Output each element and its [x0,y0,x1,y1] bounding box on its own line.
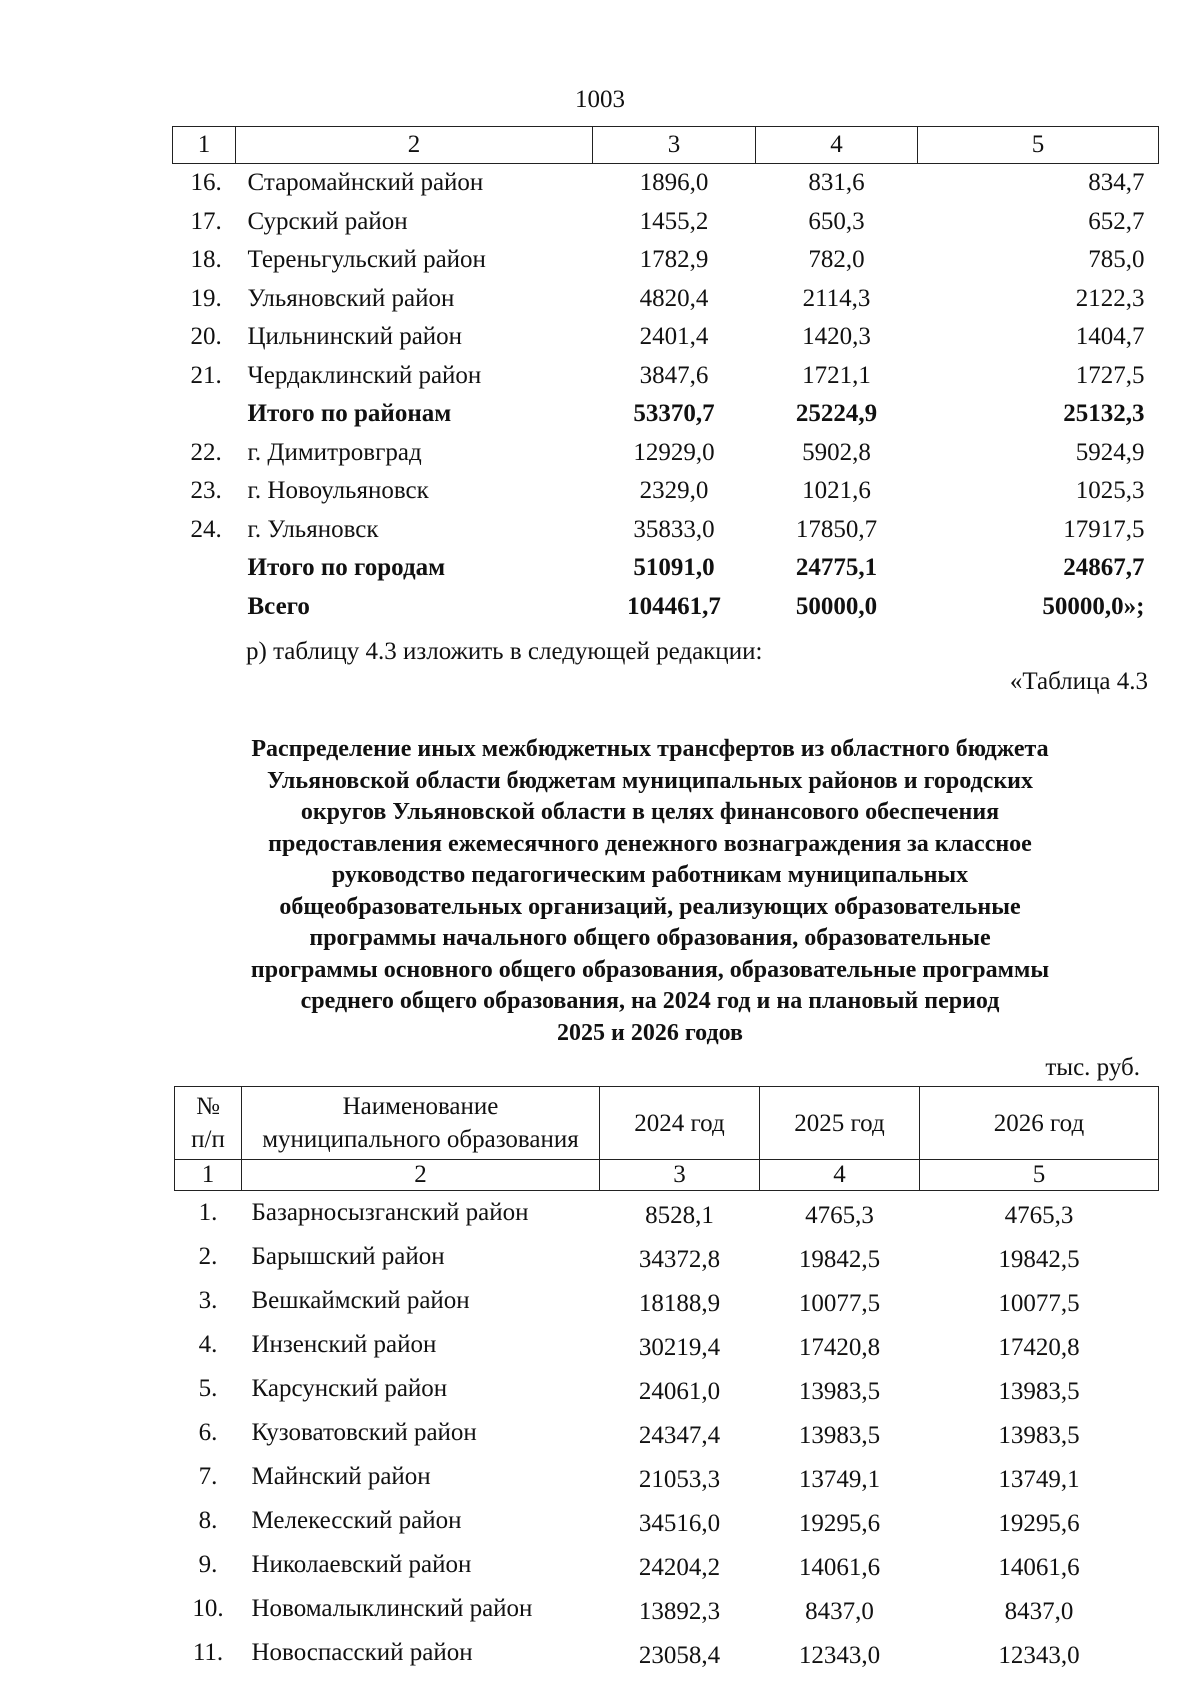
row-number: 18. [190,246,222,274]
table-row [175,1323,1159,1367]
value-2025: 25224,9 [795,400,878,428]
municipality-name: Итого по городам [247,554,446,582]
number-header-line: п/п [191,1126,225,1153]
row-number: 8. [198,1507,218,1534]
value-2026: 19295,6 [998,1510,1080,1537]
value-2026: 5924,9 [1075,438,1145,466]
year-2024-header: 2024 год [600,1087,760,1160]
title-line: 2025 и 2026 годов [557,1019,743,1046]
municipality-name: Чердаклинский район [247,361,482,389]
value-2024: 1896,0 [639,169,709,197]
municipality-name: Цильнинский район [247,323,463,351]
row-number: 2. [198,1243,218,1270]
municipality-name: Карсунский район [251,1375,448,1402]
column-number-header: 3 [600,1160,760,1191]
value-2025: 12343,0 [798,1642,881,1669]
total-row [173,395,1159,434]
municipality-name: Николаевский район [251,1551,472,1578]
value-2024: 23058,4 [638,1642,721,1669]
value-2026: 2122,3 [1075,284,1145,312]
table-reference: «Таблица 4.3 [1009,668,1148,695]
value-2025: 8437,0 [805,1598,874,1625]
municipality-name: Вешкаймский район [251,1287,470,1314]
column-number-header: 4 [760,1160,920,1191]
name-column-header [242,1087,600,1160]
title-line: Распределение иных межбюджетных трансфертов из областного бюджета [251,736,1049,762]
municipality-name: г. Ульяновск [247,515,379,543]
row-number: 22. [190,438,222,466]
number-column-header [175,1087,242,1160]
continuation-table [172,126,1159,626]
municipality-name: Кузоватовский район [251,1419,477,1446]
row-number [173,549,236,588]
title-line: руководство педагогическим работникам муниципальных [331,862,969,888]
value-2024: 2329,0 [639,477,709,505]
value-2024: 35833,0 [633,515,715,543]
value-2026: 834,7 [1088,169,1145,197]
units-label: тыс. руб. [1045,1054,1140,1081]
title-line: округов Ульяновской области в целях финансового обеспечения [300,799,1000,825]
row-number: 6. [198,1419,218,1446]
municipality-name: Новомалыклинский район [251,1595,533,1622]
value-2025: 782,0 [808,246,865,274]
value-2024: 4820,4 [639,284,709,312]
municipality-name: Новоспасский район [251,1639,473,1666]
row-number: 1. [198,1199,218,1226]
distribution-table [174,1086,1159,1675]
value-2024: 30219,4 [638,1334,721,1361]
table-row [173,241,1159,280]
value-2024: 3847,6 [639,361,709,389]
value-2026: 13749,1 [998,1466,1080,1493]
value-2026: 8437,0 [1004,1598,1074,1625]
value-2025: 13983,5 [798,1378,881,1405]
table-header-row [173,127,1159,164]
value-2024: 21053,3 [638,1466,721,1493]
municipality-name: Всего [247,592,310,620]
table-row [175,1631,1159,1675]
value-2025: 1021,6 [802,477,871,505]
value-2025: 10077,5 [798,1290,881,1317]
value-2025: 650,3 [808,207,865,235]
column-number-header: 1 [175,1160,242,1191]
row-number: 19. [190,284,222,312]
number-header-line: № [196,1093,220,1120]
table-row [175,1367,1159,1411]
row-number: 20. [190,323,222,351]
table-row [173,318,1159,357]
value-2024: 34516,0 [638,1510,721,1537]
value-2024: 34372,8 [638,1246,721,1273]
row-number: 5. [198,1375,218,1402]
table-row [173,357,1159,396]
column-number-header: 1 [173,127,236,164]
row-number: 24. [190,515,222,543]
value-2024: 104461,7 [627,592,721,620]
title-line: программы основного общего образования, образовательные программы [250,956,1050,983]
municipality-name: Майнский район [251,1463,431,1490]
table-row [173,434,1159,473]
row-number: 9. [198,1551,218,1578]
table-row [173,280,1159,319]
table-row [175,1279,1159,1323]
table-row [175,1543,1159,1587]
column-number-header: 2 [236,127,593,164]
value-2025: 831,6 [808,169,865,197]
value-2025: 4765,3 [805,1202,874,1229]
value-2026: 4765,3 [1004,1202,1074,1229]
value-2026: 50000,0»; [1042,592,1145,620]
value-2024: 13892,3 [638,1598,721,1625]
table-row [175,1499,1159,1543]
value-2024: 1782,9 [639,246,709,274]
value-2026: 17420,8 [998,1334,1080,1361]
table-header-row [175,1087,1159,1160]
table-row [175,1191,1159,1236]
table-row [175,1411,1159,1455]
value-2026: 13983,5 [998,1422,1080,1449]
value-2025: 50000,0 [795,592,878,620]
table-title [150,734,1150,1049]
municipality-name: г. Димитровград [247,438,422,466]
column-numbers-row [175,1160,1159,1191]
value-2024: 51091,0 [633,554,715,582]
value-2025: 13749,1 [798,1466,881,1493]
row-number: 10. [192,1595,224,1622]
row-number: 16. [190,169,222,197]
year-2026-header: 2026 год [920,1087,1159,1160]
table-row [175,1235,1159,1279]
name-header-line: муниципального образования [262,1126,579,1153]
value-2024: 2401,4 [639,323,709,351]
table-row [173,203,1159,242]
row-number: 11. [192,1639,224,1666]
value-2025: 19842,5 [798,1246,881,1273]
title-line: среднего общего образования, на 2024 год и на плановый период [300,988,1000,1014]
value-2025: 17420,8 [798,1334,881,1361]
municipality-name: Ульяновский район [247,284,455,312]
row-number [173,588,236,627]
value-2026: 24867,7 [1063,554,1145,582]
row-number: 21. [190,361,222,389]
total-row [173,588,1159,627]
municipality-name: Старомайнский район [247,169,484,197]
table-row [173,164,1159,203]
value-2024: 24204,2 [638,1554,721,1581]
table-row [175,1455,1159,1499]
value-2026: 17917,5 [1063,515,1145,543]
column-number-header: 5 [920,1160,1159,1191]
table-row [173,511,1159,550]
column-number-header: 4 [756,127,918,164]
value-2024: 12929,0 [633,438,715,466]
row-number: 23. [190,477,222,505]
table-row [175,1587,1159,1631]
total-row [173,549,1159,588]
value-2025: 1721,1 [802,361,871,389]
value-2026: 10077,5 [998,1290,1080,1317]
value-2025: 2114,3 [802,284,871,312]
value-2026: 1025,3 [1075,477,1145,505]
value-2024: 24061,0 [638,1378,721,1405]
year-2025-header: 2025 год [760,1087,920,1160]
municipality-name: Инзенский район [251,1331,437,1358]
value-2026: 12343,0 [998,1642,1080,1669]
amendment-paragraph: р) таблицу 4.3 изложить в следующей редакции: [246,638,763,665]
value-2025: 1420,3 [802,323,871,351]
value-2026: 14061,6 [998,1554,1080,1581]
table-row [173,472,1159,511]
value-2025: 17850,7 [795,515,878,543]
value-2025: 14061,6 [798,1554,881,1581]
value-2026: 13983,5 [998,1378,1080,1405]
value-2024: 18188,9 [638,1290,721,1317]
value-2024: 8528,1 [645,1202,714,1229]
value-2025: 24775,1 [795,554,878,582]
value-2026: 1404,7 [1075,323,1145,351]
row-number: 4. [198,1331,218,1358]
value-2024: 1455,2 [639,207,709,235]
value-2024: 24347,4 [638,1422,721,1449]
municipality-name: Мелекесский район [251,1507,462,1534]
value-2026: 25132,3 [1063,400,1145,428]
page-number: 1003 [575,86,625,113]
value-2026: 19842,5 [998,1246,1080,1273]
row-number: 3. [198,1287,218,1314]
title-line: общеобразовательных организаций, реализующих образовательные [279,893,1021,920]
column-number-header: 2 [242,1160,600,1191]
title-line: программы начального общего образования, образовательные [309,925,991,951]
column-number-header: 5 [918,127,1159,164]
row-number: 7. [198,1463,218,1490]
value-2025: 13983,5 [798,1422,881,1449]
value-2025: 5902,8 [802,438,871,466]
name-header-line: Наименование [342,1093,499,1120]
title-line: предоставления ежемесячного денежного вознаграждения за классное [268,830,1032,857]
value-2025: 19295,6 [798,1510,881,1537]
municipality-name: г. Новоульяновск [247,477,429,505]
row-number [173,395,236,434]
municipality-name: Тереньгульский район [247,246,486,274]
row-number: 17. [190,207,222,235]
value-2026: 1727,5 [1075,361,1145,389]
municipality-name: Барышский район [251,1243,445,1270]
municipality-name: Итого по районам [247,400,452,428]
title-line: Ульяновской области бюджетам муниципальных районов и городских [267,767,1033,794]
value-2026: 785,0 [1088,246,1145,274]
municipality-name: Базарносызганский район [251,1199,529,1226]
column-number-header: 3 [593,127,756,164]
value-2024: 53370,7 [633,400,715,428]
value-2026: 652,7 [1088,207,1145,235]
municipality-name: Сурский район [247,207,408,235]
